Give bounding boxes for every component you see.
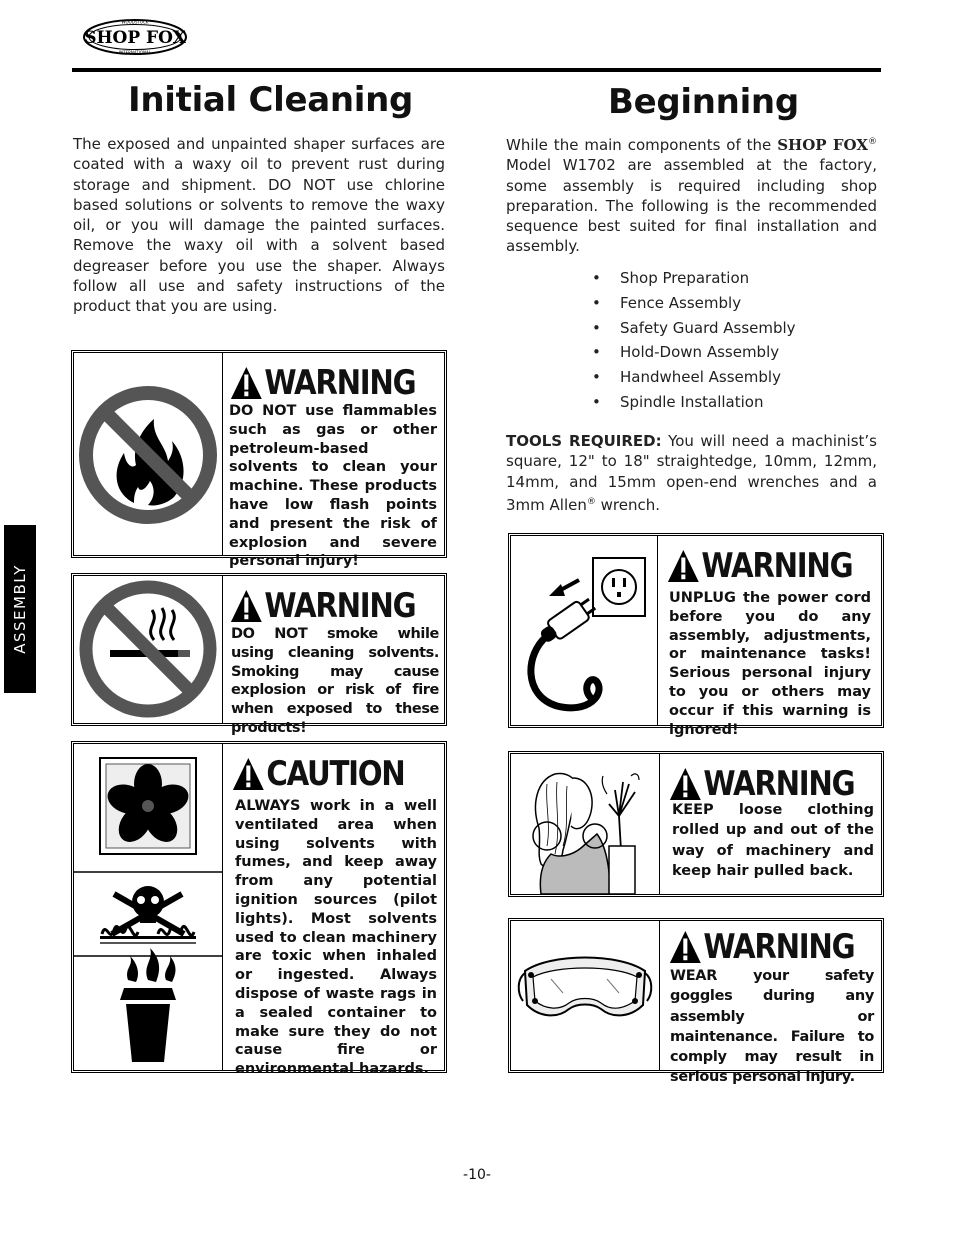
- tools-required-end: wrench.: [595, 495, 661, 514]
- no-smoking-icon: [74, 576, 223, 723]
- sign-header: [667, 546, 852, 586]
- sign-header-text: WARNING: [264, 586, 416, 626]
- assembly-steps-list: [592, 266, 882, 415]
- section-side-tab: [4, 525, 36, 693]
- logo-arc-bottom: INTERNATIONAL: [118, 50, 152, 55]
- side-tab-label: ASSEMBLY: [11, 564, 29, 654]
- sign-header-text: WARNING: [701, 546, 853, 586]
- sign-header: [669, 927, 854, 967]
- warning-goggles-sign: [508, 918, 884, 1086]
- page-number: -10-: [463, 1167, 491, 1183]
- warning-flammables-sign: [71, 350, 447, 570]
- initial-cleaning-paragraph: The exposed and unpainted shaper surfaces are coated with a waxy oil to prevent rust during storage and shipment. DO NOT use chlorine based solutions or solvents to remove the waxy oil, or you will damage the painted surfaces. Remove the waxy oil with a solvent based degreaser before you use the shaper. Always follow all use and safety instructions of the product that you are using.: [73, 135, 445, 316]
- caution-icon-stack: [74, 744, 223, 1070]
- warning-triangle-icon: [669, 930, 702, 964]
- sign-message: DO NOT smoke while using cleaning solvents. Smoking may cause explosion or risk of fire when exposed to these products!: [231, 626, 439, 736]
- sign-header-text: WARNING: [703, 764, 855, 804]
- warning-triangle-icon: [667, 549, 700, 583]
- sign-header: [232, 754, 404, 794]
- tools-required-text: You will need a machinist’s square, 12" to 18" straightedge, 10mm, 12mm, 14mm, and 15mm open-end wrenches and a 3mm Allen: [506, 432, 877, 514]
- sign-message: WEAR your safety goggles during any assembly or maintenance. Failure to comply may result in serious personal injury.: [670, 968, 874, 1086]
- beginning-para-post: Model W1702 are assembled at the factory, some assembly is required including shop preparation. The following is the recommended sequence best suited for final installation and assembly.: [506, 156, 877, 256]
- beginning-paragraph: [506, 132, 877, 257]
- list-item: • Fence Assembly: [592, 291, 882, 316]
- warning-unplug-sign: [508, 533, 884, 738]
- shop-fox-logo: [82, 18, 188, 56]
- list-item: • Spindle Installation: [592, 390, 882, 415]
- sign-header-text: CAUTION: [266, 754, 405, 794]
- hair-clothing-icon: [511, 754, 660, 894]
- beginning-para-pre: While the main components of the: [506, 136, 778, 154]
- sign-message: ALWAYS work in a well ventilated area when using solvents with fumes, and keep away from any potential ignition sources (pilot lights). Most solvents used to clean machinery are toxic when inhaled or ingested. Always dispose of waste rags in a sealed container to make sure they do not cause fire or environmental hazards.: [235, 798, 437, 1078]
- skull-crossbones-icon: [100, 886, 196, 944]
- logo-arc-top: WOODSTOCK: [121, 19, 149, 25]
- sign-message: KEEP loose clothing rolled up and out of the way of machinery and keep hair pulled back.: [672, 802, 874, 879]
- beginning-title: Beginning: [608, 82, 799, 122]
- beginning-reg: ®: [868, 137, 877, 147]
- safety-goggles-icon: [511, 921, 660, 1070]
- initial-cleaning-title: Initial Cleaning: [128, 80, 414, 120]
- sign-header-text: WARNING: [264, 363, 416, 403]
- sign-header: [230, 363, 415, 403]
- caution-triangle-icon: [232, 757, 265, 791]
- unplug-cord-icon: [511, 536, 658, 725]
- list-item: • Handwheel Assembly: [592, 365, 882, 390]
- warning-triangle-icon: [669, 767, 702, 801]
- no-fire-icon: [74, 353, 223, 555]
- caution-ventilation-sign: [71, 741, 447, 1078]
- sign-header: [230, 586, 415, 626]
- logo-text: SHOP FOX: [84, 28, 186, 48]
- burning-container-icon: [120, 948, 176, 1062]
- warning-smoking-sign: [71, 573, 447, 736]
- tools-required-paragraph: [506, 431, 877, 515]
- warning-triangle-icon: [230, 366, 263, 400]
- sign-message: DO NOT use flammables such as gas or other petroleum-based solvents to clean your machine. These products have low flash points and present the risk of explosion and severe personal injury!: [229, 403, 437, 570]
- header-rule: [72, 68, 881, 72]
- list-item: • Hold-Down Assembly: [592, 340, 882, 365]
- list-item: • Shop Preparation: [592, 266, 882, 291]
- list-item: • Safety Guard Assembly: [592, 316, 882, 341]
- tools-required-label: TOOLS REQUIRED:: [506, 432, 662, 450]
- fan-icon: [100, 758, 196, 854]
- sign-header: [669, 764, 854, 804]
- warning-triangle-icon: [230, 589, 263, 623]
- beginning-brand: SHOP FOX: [777, 136, 868, 154]
- sign-message: UNPLUG the power cord before you do any assembly, adjustments, or maintenance tasks! Serious personal injury to you or others may occur if this warning is ignored!: [669, 590, 871, 738]
- tools-reg: ®: [586, 496, 596, 507]
- warning-clothing-sign: [508, 751, 884, 897]
- sign-header-text: WARNING: [703, 927, 855, 967]
